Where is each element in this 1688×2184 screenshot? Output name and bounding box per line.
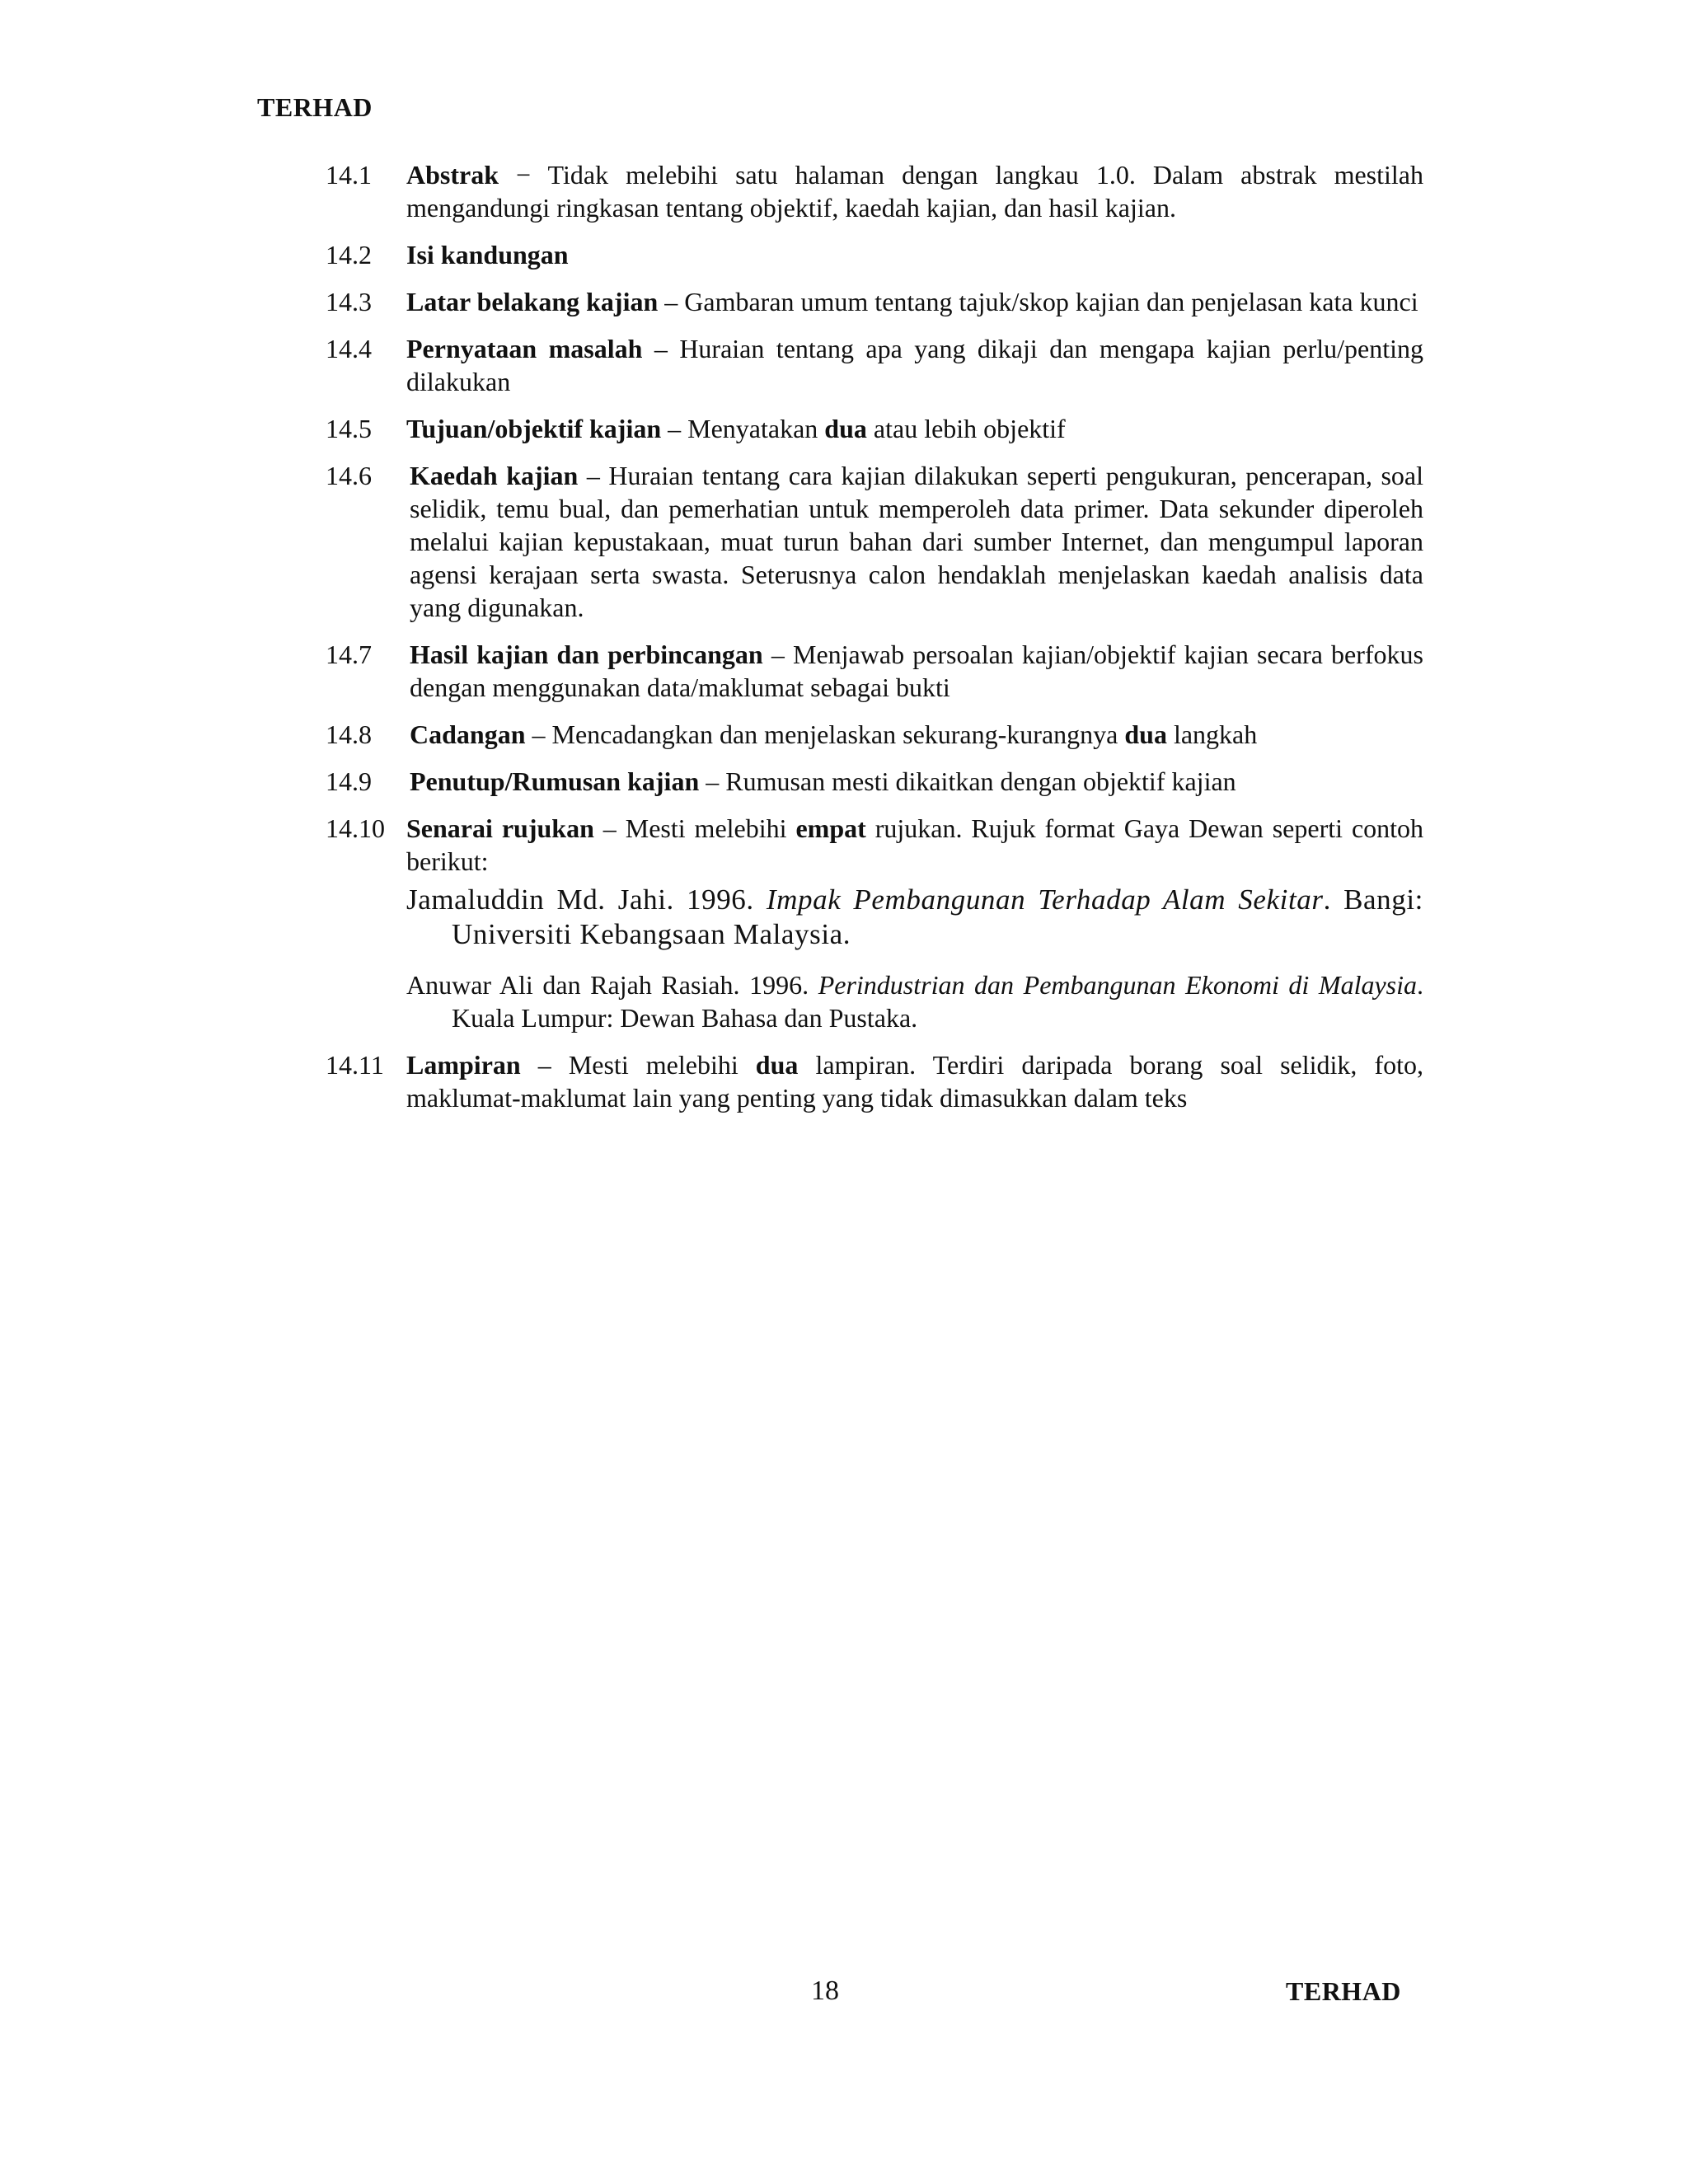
item-separator: – — [520, 1050, 569, 1080]
item-term: Isi kandungan — [406, 240, 569, 269]
item-text: Huraian tentang cara kajian dilakukan seperti pengukuran, pencerapan, soal selidik, temu bual, dan pemerhatian untuk memperoleh data primer. Data sekunder diperoleh melalui kajian kepustakaan, muat turun bahan dari sumber Internet, dan mengumpul laporan agensi kerajaan serta swasta. Seterusnya calon hendaklah menjelaskan kaedah analisis data yang digunakan. — [410, 461, 1424, 622]
item-separator: – — [762, 640, 793, 669]
item-term: Tujuan/objektif kajian — [406, 414, 662, 443]
reference-entry — [406, 968, 1423, 1034]
footer-classification-label: TERHAD — [1286, 1976, 1401, 2006]
item-text: Mesti melebihi — [568, 1050, 756, 1080]
item-separator: – — [642, 334, 680, 363]
item-term: Senarai rujukan — [406, 813, 594, 843]
item-body — [406, 812, 1423, 878]
list-item — [326, 812, 1423, 1034]
item-separator: – — [658, 287, 685, 316]
item-number: 14.1 — [326, 160, 372, 190]
item-separator: – — [525, 719, 552, 749]
item-number: 14.6 — [326, 461, 372, 490]
reference-publisher: . Bangi: Universiti Kebangsaan Malaysia. — [452, 883, 1424, 950]
item-text: Rumusan mesti dikaitkan dengan objektif kajian — [725, 766, 1236, 796]
item-text: Gambaran umum tentang tajuk/skop kajian dan penjelasan kata kunci — [684, 287, 1418, 316]
item-text: langkah — [1166, 719, 1258, 749]
list-item — [326, 238, 1423, 271]
reference-title: Perindustrian dan Pembangunan Ekonomi di Malaysia — [818, 970, 1418, 1000]
reference-entry — [406, 883, 1423, 952]
reference-author-year: Anuwar Ali dan Rajah Rasiah. 1996. — [406, 970, 818, 1000]
page-number: 18 — [811, 1975, 839, 2006]
item-number: 14.8 — [326, 719, 372, 749]
item-term: Kaedah kajian — [410, 461, 579, 490]
item-number: 14.9 — [326, 766, 372, 796]
item-text: atau lebih objektif — [866, 414, 1066, 443]
item-body — [406, 158, 1423, 224]
list-item — [326, 1048, 1423, 1114]
list-item — [326, 285, 1423, 318]
item-emphasis: dua — [755, 1050, 799, 1080]
list-item — [326, 158, 1423, 224]
item-text: Mencadangkan dan menjelaskan sekurang-kurangnya — [551, 719, 1125, 749]
item-separator: – — [578, 461, 609, 490]
reference-publisher: . Kuala Lumpur: Dewan Bahasa dan Pustaka. — [452, 970, 1424, 1033]
list-item — [326, 765, 1423, 798]
item-term: Hasil kajian dan perbincangan — [410, 640, 763, 669]
item-term: Pernyataan masalah — [406, 334, 643, 363]
item-number: 14.7 — [326, 640, 372, 669]
item-term: Abstrak — [406, 160, 499, 190]
item-text: Menjawab persoalan kajian/objektif kajian secara berfokus dengan menggunakan data/maklumat sebagai bukti — [410, 640, 1424, 702]
item-text: Tidak melebihi satu halaman dengan langkau 1.0. Dalam abstrak mestilah mengandungi ringkasan tentang objektif, kaedah kajian, dan hasil kajian. — [406, 160, 1424, 223]
item-emphasis: empat — [795, 813, 866, 843]
item-term: Latar belakang kajian — [406, 287, 659, 316]
item-emphasis: dua — [824, 414, 867, 443]
item-body — [406, 285, 1423, 318]
item-body — [406, 765, 1423, 798]
item-text: rujukan. Rujuk format Gaya Dewan seperti contoh berikut: — [406, 813, 1424, 876]
item-text: Huraian tentang apa yang dikaji dan mengapa kajian perlu/penting dilakukan — [406, 334, 1424, 396]
list-item — [326, 638, 1423, 704]
item-text: Menyatakan — [687, 414, 825, 443]
item-term: Cadangan — [410, 719, 526, 749]
item-number: 14.3 — [326, 287, 372, 316]
item-term: Penutup/Rumusan kajian — [410, 766, 700, 796]
list-item — [326, 459, 1423, 624]
item-body — [406, 412, 1423, 445]
item-emphasis: dua — [1124, 719, 1167, 749]
item-body — [406, 238, 1423, 271]
item-separator: − — [499, 160, 548, 190]
item-body — [406, 638, 1423, 704]
item-number: 14.4 — [326, 334, 372, 363]
item-number: 14.11 — [326, 1050, 384, 1080]
item-body — [406, 1048, 1423, 1114]
list-item — [326, 412, 1423, 445]
reference-title: Impak Pembangunan Terhadap Alam Sekitar — [766, 883, 1324, 916]
item-separator: – — [661, 414, 688, 443]
list-item — [326, 332, 1423, 398]
item-body — [406, 718, 1423, 751]
item-separator: – — [699, 766, 726, 796]
list-item — [326, 718, 1423, 751]
item-body — [406, 459, 1423, 624]
item-separator: – — [593, 813, 626, 843]
item-number: 14.5 — [326, 414, 372, 443]
item-term: Lampiran — [406, 1050, 521, 1080]
item-text: lampiran. Terdiri daripada borang soal selidik, foto, maklumat-maklumat lain yang penting yang tidak dimasukkan dalam teks — [406, 1050, 1424, 1113]
section-list — [326, 158, 1423, 1128]
item-number: 14.2 — [326, 240, 372, 269]
item-number: 14.10 — [326, 813, 385, 843]
item-body — [406, 332, 1423, 398]
header-classification-label: TERHAD — [257, 92, 373, 122]
item-text: Mesti melebihi — [625, 813, 796, 843]
reference-author-year: Jamaluddin Md. Jahi. 1996. — [406, 883, 767, 916]
